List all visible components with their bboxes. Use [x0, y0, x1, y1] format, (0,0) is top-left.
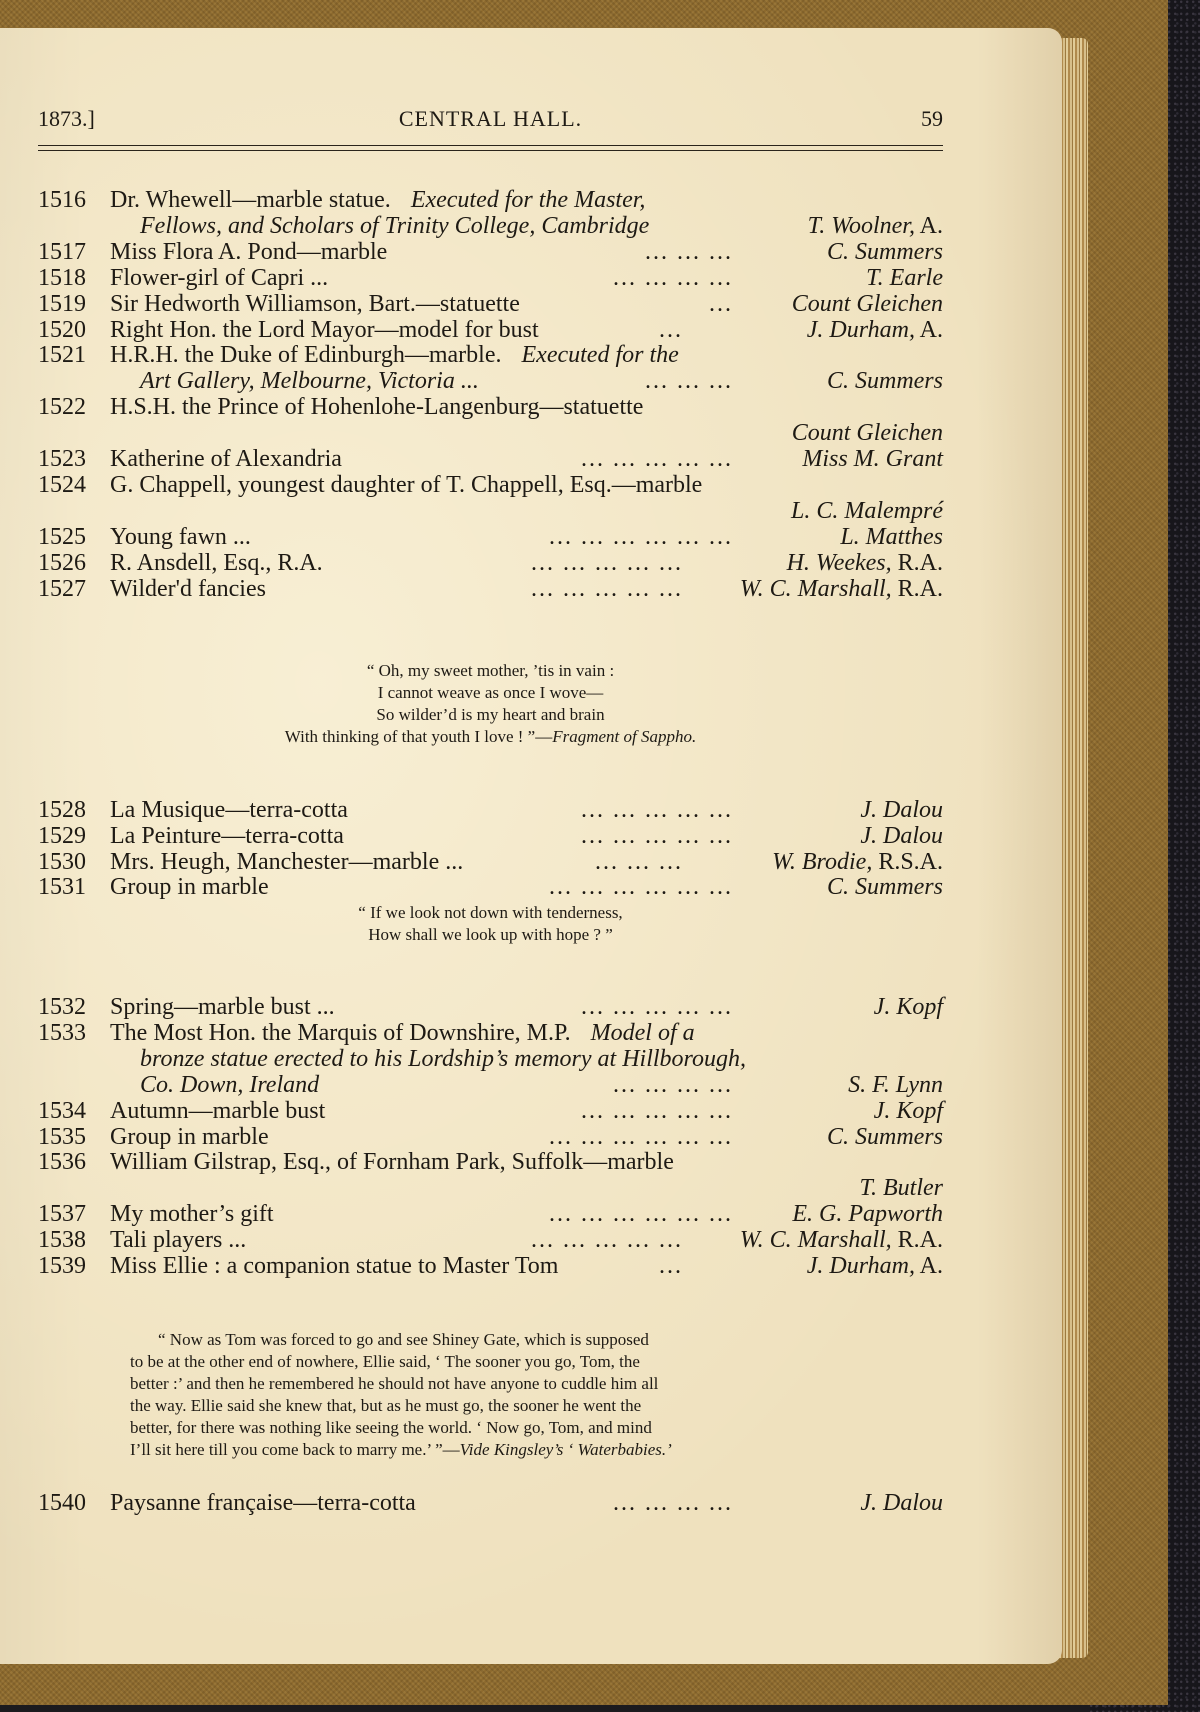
- quote-line: I’ll sit here till you come back to marry me.’ ”—Vide Kingsley’s ‘ Waterbabies.’: [130, 1440, 672, 1459]
- artist-name: E. G. Papworth: [792, 1201, 943, 1228]
- artist-name: Count Gleichen: [791, 290, 943, 317]
- artist-suffix: R.A.: [891, 575, 943, 602]
- entry-title: Group in marble: [110, 1123, 269, 1150]
- quote-line: So wilder’d is my heart and brain: [376, 705, 605, 724]
- entry-number: 1519: [38, 290, 86, 317]
- quote-line: “ If we look not down with tenderness,: [358, 903, 623, 922]
- entry-artist: [866, 264, 943, 292]
- entry-artist: [792, 419, 943, 447]
- entry-number: 1528: [38, 797, 86, 823]
- leader-dots: ... ... ...: [645, 238, 733, 265]
- artist-name: H. Weekes,: [786, 549, 892, 576]
- catalogue-entry: [38, 873, 943, 901]
- entry-number: 1527: [38, 575, 86, 602]
- catalogue-entry: [38, 1226, 943, 1254]
- catalogue-entry: [38, 316, 943, 344]
- leader-dots: ... ... ...: [645, 368, 733, 395]
- catalogue-entry: [38, 290, 943, 318]
- entry-artist: [827, 873, 943, 901]
- catalogue-entry: [38, 1045, 943, 1073]
- artist-suffix: A.: [914, 316, 943, 343]
- quote-line: With thinking of that youth I love ! ”—Fragment of Sappho.: [284, 727, 697, 746]
- entry-artist: [772, 848, 943, 876]
- entry-title: Miss Flora A. Pond—marble: [110, 238, 388, 265]
- entry-number: 1540: [38, 1490, 86, 1516]
- artist-name: L. Matthes: [840, 523, 943, 550]
- leader-dots: ... ... ... ... ...: [581, 822, 733, 849]
- entry-number: 1533: [38, 1019, 86, 1046]
- entry-title: Tali players ...: [110, 1227, 247, 1254]
- leader-dots: ... ... ... ... ...: [531, 575, 683, 602]
- artist-name: C. Summers: [826, 368, 943, 395]
- leader-dots: ... ... ... ... ... ...: [549, 1201, 733, 1228]
- catalogue-entry: [38, 212, 943, 240]
- entry-title: The Most Hon. the Marquis of Downshire, M.P. Model of a: [110, 1019, 695, 1046]
- leader-dots: ... ... ... ... ... ...: [549, 523, 733, 550]
- catalogue-entry: [38, 1489, 943, 1517]
- leader-dots: ... ... ... ...: [613, 1071, 733, 1098]
- catalogue-entry: [38, 796, 943, 824]
- entry-number: 1537: [38, 1201, 86, 1228]
- artist-name: C. Summers: [826, 238, 943, 265]
- catalogue-entry: [38, 186, 943, 214]
- artist-name: J. Durham,: [806, 316, 915, 343]
- page-number: 59: [921, 106, 943, 131]
- artist-name: T. Woolner,: [807, 212, 915, 239]
- artist-suffix: A.: [914, 1253, 943, 1279]
- entry-number: 1521: [38, 342, 86, 369]
- catalogue-entry: [38, 419, 943, 447]
- artist-name: C. Summers: [826, 1123, 943, 1150]
- catalogue-entry: [38, 471, 943, 499]
- entry-title: La Musique—terra-cotta: [110, 797, 348, 823]
- entry-number: 1523: [38, 446, 86, 472]
- entry-title: Autumn—marble bust: [110, 1097, 326, 1124]
- quote-waterbabies: [130, 1329, 910, 1461]
- artist-name: J. Dalou: [860, 822, 943, 849]
- catalogue-entry: [38, 445, 943, 473]
- entry-title: G. Chappell, youngest daughter of T. Chappell, Esq.—marble: [110, 471, 703, 498]
- entry-title: Dr. Whewell—marble statue. Executed for the Master,: [110, 187, 646, 213]
- entry-title: Miss Ellie : a companion statue to Master Tom: [110, 1253, 559, 1279]
- entry-continuation: Fellows, and Scholars of Trinity College, Cambridge: [140, 212, 650, 239]
- entry-artist: [827, 367, 943, 395]
- entry-number: 1518: [38, 264, 86, 291]
- entry-artist: [874, 993, 943, 1021]
- entry-artist: [860, 822, 943, 850]
- entry-number: 1539: [38, 1253, 86, 1279]
- entry-title: My mother’s gift: [110, 1201, 274, 1228]
- header-rule: [38, 145, 943, 146]
- artist-name: W. Brodie,: [772, 848, 873, 875]
- entry-note: Executed for the: [515, 342, 679, 369]
- entry-number: 1525: [38, 523, 86, 550]
- quote-source: Vide Kingsley’s ‘ Waterbabies.’: [459, 1440, 672, 1459]
- header-year: 1873.]: [38, 106, 95, 131]
- catalogue-entry: [38, 1148, 943, 1176]
- leader-dots: ...: [659, 1253, 683, 1279]
- quote-line: to be at the other end of nowhere, Ellie said, ‘ The sooner you go, Tom, the: [130, 1352, 640, 1371]
- artist-name: L. C. Malempré: [791, 497, 943, 524]
- entry-number: 1516: [38, 187, 86, 213]
- entry-artist: [802, 445, 943, 473]
- entry-number: 1529: [38, 822, 86, 849]
- artist-name: J. Dalou: [860, 1490, 943, 1516]
- entry-continuation: bronze statue erected to his Lordship’s memory at Hillborough,: [140, 1045, 746, 1072]
- entry-artist: [827, 238, 943, 266]
- catalogue-entry: [38, 1123, 943, 1151]
- artist-name: Miss M. Grant: [802, 446, 943, 472]
- entry-number: 1532: [38, 994, 86, 1020]
- leader-dots: ... ... ... ... ...: [581, 797, 733, 823]
- leader-dots: ... ... ... ... ...: [531, 549, 683, 576]
- artist-name: J. Kopf: [873, 1097, 943, 1124]
- entry-title: La Peinture—terra-cotta: [110, 822, 344, 849]
- catalogue-entry: [38, 523, 943, 551]
- leader-dots: ... ... ... ...: [613, 1490, 733, 1516]
- artist-suffix: R.A.: [891, 549, 943, 576]
- entry-title: Young fawn ...: [110, 523, 251, 550]
- catalogue-entry: [38, 393, 943, 421]
- entry-number: 1530: [38, 848, 86, 875]
- entry-number: 1524: [38, 471, 86, 498]
- leader-dots: ... ... ... ... ...: [581, 446, 733, 472]
- quote-line: better, for there was nothing like seeing the world. ‘ Now go, Tom, and mind: [130, 1418, 652, 1437]
- entry-title: Katherine of Alexandria: [110, 446, 342, 472]
- catalogue-entry: [38, 575, 943, 603]
- entry-artist: [860, 1489, 943, 1517]
- entry-number: 1520: [38, 316, 86, 343]
- entry-artist: [740, 575, 943, 603]
- leader-dots: ...: [709, 290, 733, 317]
- quote-sappho: [38, 660, 943, 748]
- entry-artist: [792, 290, 943, 318]
- leader-dots: ...: [659, 316, 683, 343]
- catalogue-entry: [38, 1174, 943, 1202]
- entry-title: Spring—marble bust ...: [110, 994, 335, 1020]
- catalogue-entry: [38, 1097, 943, 1125]
- entry-continuation: Co. Down, Ireland: [140, 1071, 320, 1098]
- catalogue-entry: [38, 822, 943, 850]
- leader-dots: ... ... ... ... ...: [531, 1227, 683, 1254]
- artist-name: W. C. Marshall,: [739, 575, 892, 602]
- catalogue-entry: [38, 497, 943, 525]
- entry-title: William Gilstrap, Esq., of Fornham Park, Suffolk—marble: [110, 1149, 674, 1176]
- artist-name: C. Summers: [826, 874, 943, 901]
- entry-number: 1535: [38, 1123, 86, 1150]
- entry-artist: [792, 1200, 943, 1228]
- catalogue-entry: [38, 264, 943, 292]
- catalogue-entry: [38, 367, 943, 395]
- artist-suffix: R.A.: [891, 1227, 943, 1254]
- leader-dots: ... ... ... ... ... ...: [549, 874, 733, 901]
- entry-note: Model of a: [584, 1019, 695, 1046]
- leader-dots: ... ... ... ...: [613, 264, 733, 291]
- entry-note: Executed for the Master,: [404, 187, 646, 213]
- artist-name: J. Kopf: [873, 994, 943, 1020]
- entry-artist: [787, 549, 943, 577]
- entry-title: H.S.H. the Prince of Hohenlohe-Langenburg—statuette: [110, 394, 644, 421]
- leader-dots: ... ... ... ... ...: [581, 1097, 733, 1124]
- entry-number: 1531: [38, 874, 86, 901]
- entry-number: 1526: [38, 549, 86, 576]
- catalogue-entry: [38, 238, 943, 266]
- leader-dots: ... ... ... ... ... ...: [549, 1123, 733, 1150]
- running-header: [38, 106, 943, 142]
- entry-artist: [807, 1252, 943, 1280]
- entry-title: Sir Hedworth Williamson, Bart.—statuette: [110, 290, 520, 317]
- catalogue-entry: [38, 549, 943, 577]
- entry-title: Right Hon. the Lord Mayor—model for bust: [110, 316, 539, 343]
- entry-title: H.R.H. the Duke of Edinburgh—marble. Executed for the: [110, 342, 679, 369]
- entry-artist: [791, 497, 943, 525]
- quote-line: the way. Ellie said she knew that, but as he must go, the sooner he went the: [130, 1396, 642, 1415]
- artist-name: T. Butler: [859, 1175, 943, 1202]
- leader-dots: ... ... ...: [595, 848, 683, 875]
- entry-title: Flower-girl of Capri ...: [110, 264, 329, 291]
- catalogue-entry: [38, 1019, 943, 1047]
- quote-source: Fragment of Sappho.: [552, 727, 697, 746]
- entry-number: 1517: [38, 238, 86, 265]
- entry-number: 1534: [38, 1097, 86, 1124]
- catalogue-entry: [38, 341, 943, 369]
- catalogue-entry: [38, 848, 943, 876]
- entry-artist: [807, 316, 943, 344]
- artist-name: T. Earle: [866, 264, 943, 291]
- entry-title: Mrs. Heugh, Manchester—marble ...: [110, 848, 464, 875]
- quote-line: “ Oh, my sweet mother, ’tis in vain :: [366, 661, 615, 680]
- entry-title: Group in marble: [110, 874, 269, 901]
- artist-name: W. C. Marshall,: [739, 1227, 892, 1254]
- entry-title: R. Ansdell, Esq., R.A.: [110, 549, 323, 576]
- catalogue-entry: [38, 1200, 943, 1228]
- entry-artist: [740, 1226, 943, 1254]
- artist-name: J. Durham,: [806, 1253, 915, 1279]
- catalogue-entry: [38, 1071, 943, 1099]
- quote-line: How shall we look up with hope ? ”: [368, 925, 613, 944]
- entry-number: 1538: [38, 1227, 86, 1254]
- header-rule-thin: [38, 150, 943, 151]
- artist-suffix: R.S.A.: [872, 848, 943, 875]
- entry-number: 1522: [38, 394, 86, 421]
- artist-name: Count Gleichen: [791, 420, 943, 447]
- entry-title: Wilder'd fancies: [110, 575, 266, 602]
- entry-continuation: Art Gallery, Melbourne, Victoria ...: [140, 368, 479, 395]
- entry-artist: [874, 1097, 943, 1125]
- book-page: [0, 28, 1062, 1664]
- quote-line: better :’ and then he remembered he should not have anyone to cuddle him all: [130, 1374, 659, 1393]
- entry-artist: [808, 212, 943, 240]
- catalogue-entry: [38, 993, 943, 1021]
- leader-dots: ... ... ... ... ...: [581, 994, 733, 1020]
- entry-artist: [840, 523, 943, 551]
- quote-tenderness: [38, 902, 943, 946]
- entry-artist: [859, 1174, 943, 1202]
- entry-artist: [827, 1123, 943, 1151]
- entry-artist: [848, 1071, 943, 1099]
- artist-name: J. Dalou: [860, 797, 943, 823]
- catalogue-entry: [38, 1252, 943, 1280]
- entry-artist: [860, 796, 943, 824]
- artist-suffix: A.: [914, 212, 943, 239]
- quote-line: “ Now as Tom was forced to go and see Shiney Gate, which is supposed: [158, 1330, 649, 1349]
- header-title: CENTRAL HALL.: [398, 106, 583, 131]
- entry-title: Paysanne française—terra-cotta: [110, 1490, 416, 1516]
- entry-number: 1536: [38, 1149, 86, 1176]
- artist-name: S. F. Lynn: [848, 1071, 943, 1098]
- quote-line: I cannot weave as once I wove—: [377, 683, 604, 702]
